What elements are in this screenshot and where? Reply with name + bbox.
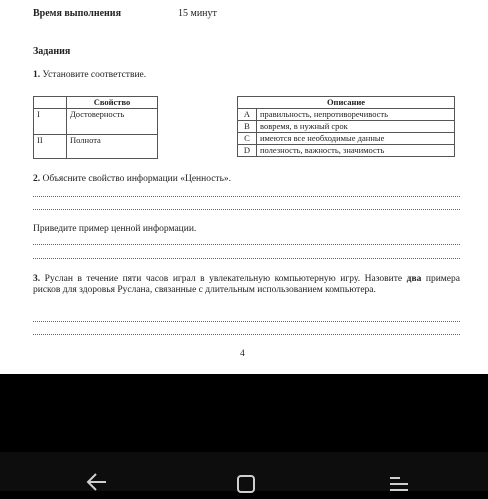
description-table-header: Описание	[238, 97, 455, 109]
task2-text: Объясните свойство информации «Ценность».	[42, 174, 232, 184]
task2-number: 2.	[33, 174, 41, 184]
answer-line	[33, 321, 460, 322]
recents-lines-icon[interactable]	[388, 474, 410, 499]
task1-text: Установите соответствие.	[42, 70, 147, 80]
property-row-name: Достоверность	[67, 109, 158, 135]
description-table	[237, 96, 455, 157]
property-row-num: II	[34, 135, 67, 159]
time-label: Время выполнения	[33, 8, 121, 19]
property-table-header-num	[34, 97, 67, 109]
task1-line	[33, 70, 146, 80]
description-row-text: полезность, важность, значимость	[257, 145, 455, 157]
task1-number: 1.	[33, 70, 41, 80]
section-title: Задания	[33, 46, 71, 57]
description-row-text: имеются все необходимые данные	[257, 133, 455, 145]
home-square-icon[interactable]	[236, 474, 256, 499]
android-nav-bar	[0, 452, 488, 491]
page-number: 4	[240, 349, 245, 359]
description-row-text: вовремя, в нужный срок	[257, 121, 455, 133]
task2-line	[33, 174, 231, 184]
answer-line	[33, 196, 460, 197]
task3-text-before: Руслан в течение пяти часов играл в увлекательную компьютерную игру. Назовите	[44, 274, 403, 284]
answer-line	[33, 244, 460, 245]
time-value: 15 минут	[178, 8, 217, 19]
description-row-letter: A	[238, 109, 257, 121]
answer-line	[33, 334, 460, 335]
description-row-letter: D	[238, 145, 257, 157]
task3-text	[33, 274, 460, 296]
property-table	[33, 96, 158, 159]
description-row-letter: B	[238, 121, 257, 133]
property-row-num: I	[34, 109, 67, 135]
property-row-name: Полнота	[67, 135, 158, 159]
task3-text-after: примера рисков для здоровья Руслана, связанные с длительным использованием компьютера.	[33, 274, 460, 295]
back-arrow-icon[interactable]	[84, 472, 108, 497]
answer-line	[33, 258, 460, 259]
task3-bold-word: два	[406, 274, 422, 284]
task3-number: 3.	[33, 274, 41, 284]
answer-line	[33, 209, 460, 210]
property-table-header: Свойство	[67, 97, 158, 109]
task2-example: Приведите пример ценной информации.	[33, 224, 197, 234]
description-row-letter: C	[238, 133, 257, 145]
description-row-text: правильность, непротиворечивость	[257, 109, 455, 121]
